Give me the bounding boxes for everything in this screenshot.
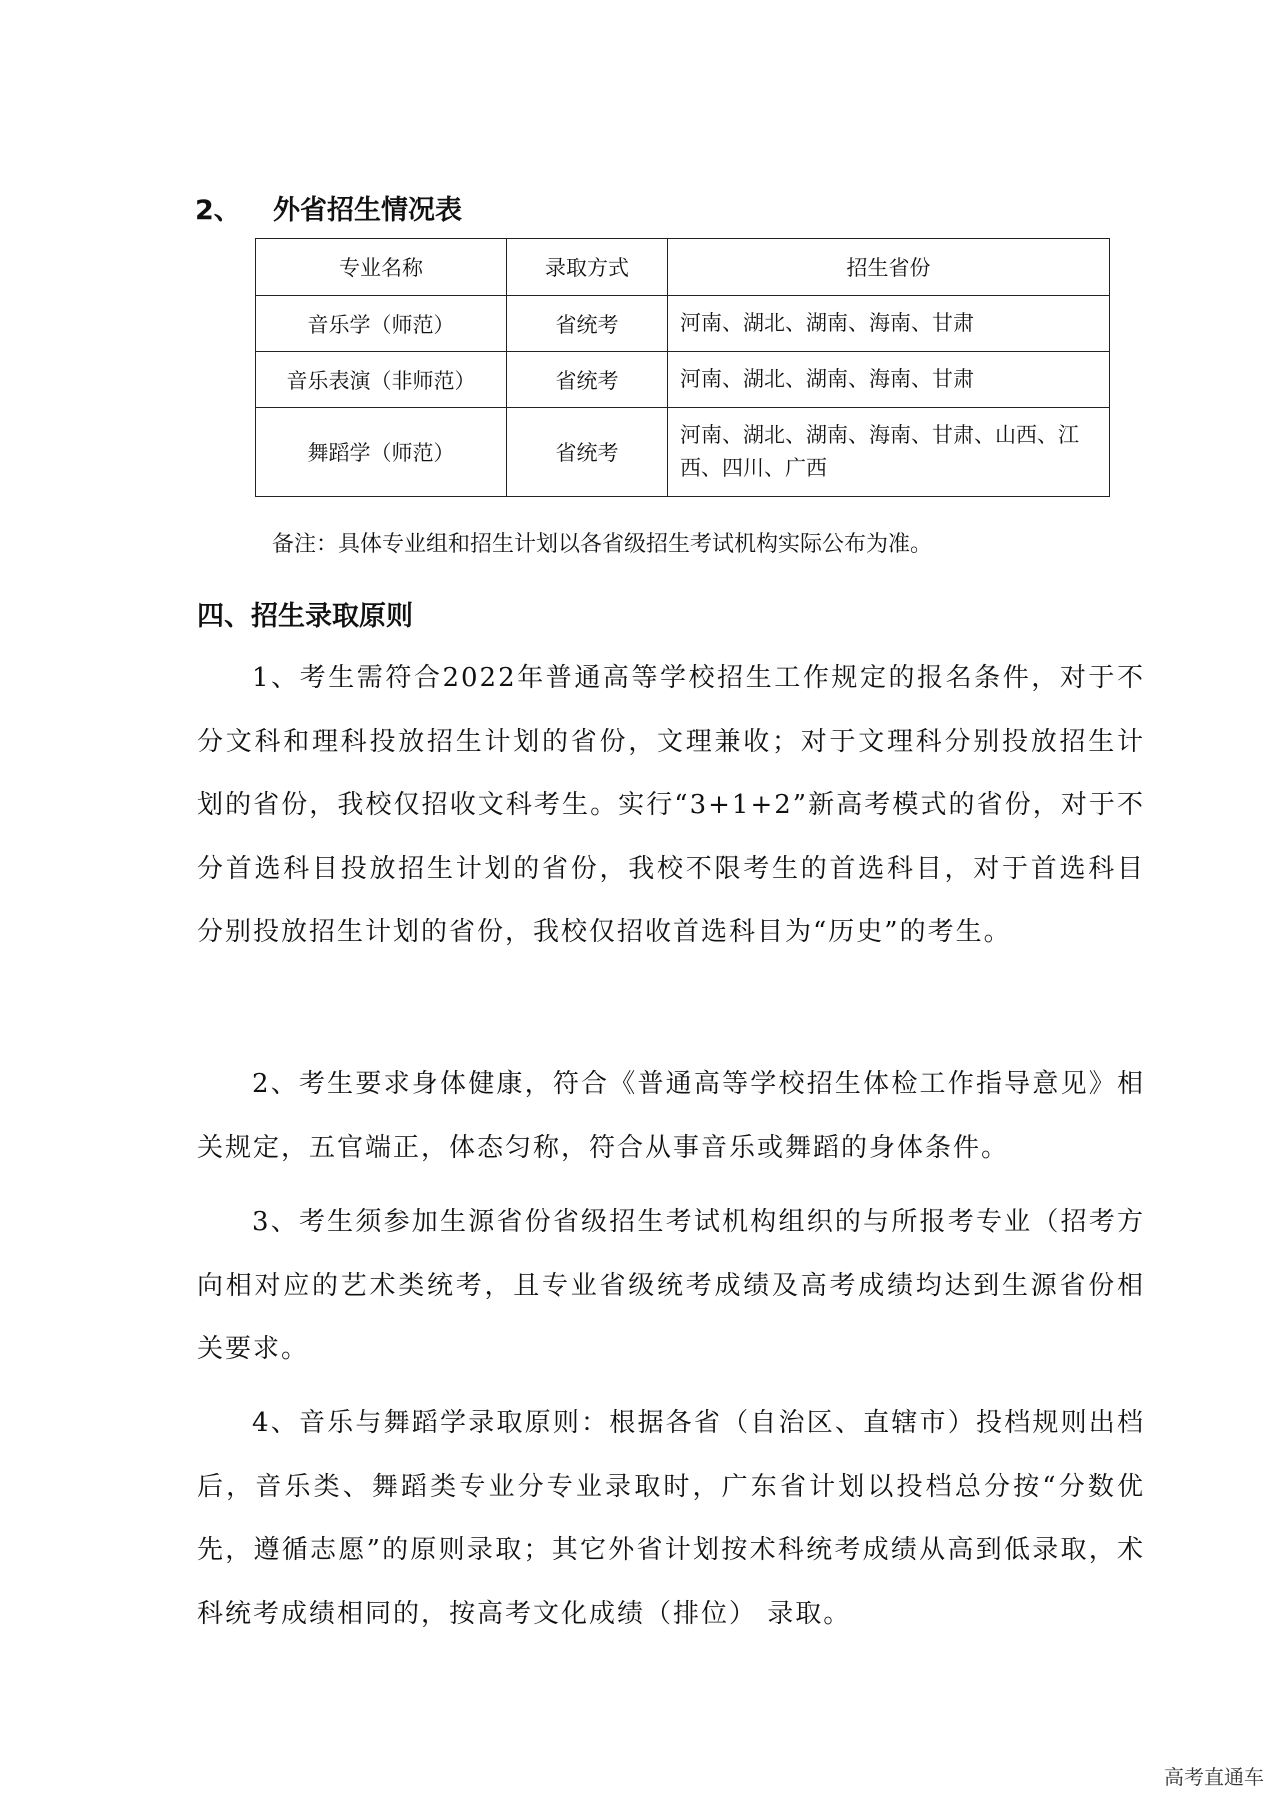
header-major: 专业名称 xyxy=(256,239,507,296)
watermark: 高考直通车 xyxy=(1160,1759,1268,1792)
admission-rule-paragraph: 1、考生需符合2022年普通高等学校招生工作规定的报名条件，对于不分文科和理科投放招生计划的省份，文理兼收；对于文理科分别投放招生计划的省份，我校仅招收文科考生。实行“3+1+2”新高考模式的省份，对于不分首选科目投放招生计划的省份，我校不限考生的首选科目，对于首选科目分别投放招生计划的省份，我校仅招收首选科目为“历史”的考生。 xyxy=(197,663,1145,947)
section-4-heading: 四、招生录取原则 xyxy=(197,601,413,632)
admission-rule-paragraph: 3、考生须参加生源省份省级招生考试机构组织的与所报考专业（招考方向相对应的艺术类统考，且专业省级统考成绩及高考成绩均达到生源省份相关要求。 xyxy=(197,1207,1145,1364)
admission-rule-paragraph: 2、考生要求身体健康，符合《普通高等学校招生体检工作指导意见》相关规定，五官端正，体态匀称，符合从事音乐或舞蹈的身体条件。 xyxy=(197,1069,1145,1163)
section-2-title: 外省招生情况表 xyxy=(273,195,462,226)
table-note: 备注：具体专业组和招生计划以各省级招生考试机构实际公布为准。 xyxy=(272,532,933,557)
table-row xyxy=(256,408,1110,497)
cell-provinces: 河南、湖北、湖南、海南、甘肃 xyxy=(668,296,1110,352)
admission-rule-paragraph: 4、音乐与舞蹈学录取原则：根据各省（自治区、直辖市）投档规则出档后，音乐类、舞蹈类专业分专业录取时，广东省计划以投档总分按“分数优先，遵循志愿”的原则录取；其它外省计划按术科统考成绩从高到低录取，术科统考成绩相同的，按高考文化成绩（排位） 录取。 xyxy=(197,1408,1145,1629)
cell-major: 音乐表演（非师范） xyxy=(256,352,507,408)
section-2-number: 2、 xyxy=(195,195,241,226)
cell-major: 音乐学（师范） xyxy=(256,296,507,352)
province-enrollment-table xyxy=(255,238,1110,497)
section-2-heading xyxy=(195,188,462,227)
table-row xyxy=(256,352,1110,408)
cell-provinces: 河南、湖北、湖南、海南、甘肃、山西、江西、四川、广西 xyxy=(668,408,1110,497)
cell-method: 省统考 xyxy=(507,296,668,352)
cell-method: 省统考 xyxy=(507,352,668,408)
table-header-row xyxy=(256,239,1110,296)
cell-major: 舞蹈学（师范） xyxy=(256,408,507,497)
cell-provinces: 河南、湖北、湖南、海南、甘肃 xyxy=(668,352,1110,408)
header-method: 录取方式 xyxy=(507,239,668,296)
table-row xyxy=(256,296,1110,352)
cell-method: 省统考 xyxy=(507,408,668,497)
header-provinces: 招生省份 xyxy=(668,239,1110,296)
